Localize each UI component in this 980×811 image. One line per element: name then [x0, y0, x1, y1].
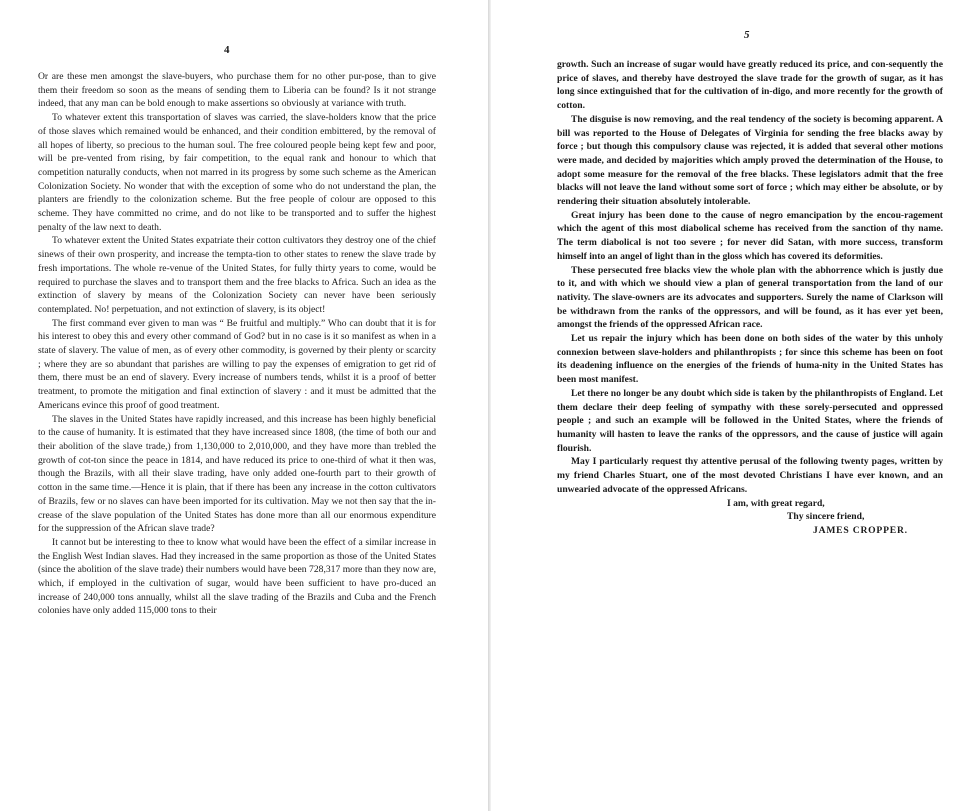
right-page-text — [557, 58, 943, 538]
paragraph: Great injury has been done to the cause of negro emancipation by the encou-ragement which the agent of this most diabolical scheme has received from the sanction of thy name. The term diabolical is not too severe ; for never did Satan, with more success, transform himself into an angel of light than in the gloss which has covered its deformities. — [557, 209, 943, 262]
paragraph: These persecuted free blacks view the whole plan with the abhorrence which is justly due to it, and with which we should view a plan of general transportation from the land of our nativity. The slave-owners are its advocates and supporters. Surely the name of Clarkson will be withdrawn from the ranks of the oppressors, and will be found, as it has ever yet been, amongst the friends of the oppressed African race. — [557, 264, 943, 331]
paragraph: growth. Such an increase of sugar would have greatly reduced its price, and con-sequently the price of slaves, and thereby have destroyed the slave trade for the growth of sugar, as it has long since extinguished that for the cultivation of in-digo, and more recently for the growth of cotton. — [557, 59, 943, 112]
paragraph: Or are these men amongst the slave-buyers, who purchase them for no other pur-pose, than to give them their freedom so soon as the means of sending them to Liberia can be found? Is it not strange indeed, that any man can be bold enough to make assertions so obviously at variance with truth. — [38, 71, 436, 110]
paragraph: The first command ever given to man was “ Be fruitful and multiply.” Who can doubt that it is for his interest to obey this and every other command of God? but in no case is it so manifest as when in a state of slavery. The value of men, as of every other commodity, is governed by their plenty or scarcity ; where they are so abundant that parishes are willing to pay the expenses of emigration to get rid of them, there must be an end of slavery. Every increase of numbers tends, whilst it is a proof of better treatment, to promote the mitigation and final extinction of slavery : and it must be admitted that the Americans evince this proof of good treatment. — [38, 317, 436, 411]
paragraph: It cannot but be interesting to thee to know what would have been the effect of a similar increase in the English West Indian slaves. Had they increased in the same proportion as those of the United States (since the abolition of the slave trade) their numbers would have been 728,317 more than they now are, which, if employed in the cultivation of sugar, would have been sufficient to have pro-duced an increase of 240,000 tons annually, whilst all the slave trading of the Brazils and Cuba and the French colonies have only added 115,000 tons to their — [38, 536, 436, 617]
paragraph: Let there no longer be any doubt which side is taken by the philanthropists of England. Let them declare their deep feeling of sympathy with these sorely-persecuted and oppressed people ; and such an example will be followed in the United States, where the friends of humanity will hasten to leave the ranks of the oppressors, and the cause of justice will again flourish. — [557, 387, 943, 454]
author-signature: JAMES CROPPER. — [813, 524, 908, 536]
page-number-right: 5 — [744, 29, 750, 41]
paragraph: Let us repair the injury which has been done on both sides of the water by this unholy connexion between slave-holders and philanthropists ; for since this scheme has been on foot its deadening influence on the energies of the friends of huma-nity in the United States has been most manifest. — [557, 333, 943, 386]
paragraph: To whatever extent this transportation of slaves was carried, the slave-holders know that the price of those slaves which remained would be enhanced, and their condition embittered, by the removal of all hopes of liberty, so precious to the human soul. The free coloured people being kept few and poor, will be pre-vented from rising, by fair competition, to the equal rank and honour to which that competition naturally conducts, when not marred in its progress by some such scheme as the American Colonization Society. No wonder that with the exception of some who do not understand the plan, the planters are friendly to the colonization scheme. But the free people of colour are opposed to this scheme. They have committed no crime, and do not like to be transported and to suffer the highest penalty of the law next to death. — [38, 112, 436, 233]
paragraph: The slaves in the United States have rapidly increased, and this increase has been highly beneficial to the cause of humanity. It is estimated that they have increased since 1808, (the time of both our and their abolition of the slave trade,) from 1,130,000 to 2,010,000, and they have more than trebled the growth of cot-ton since the peace in 1814, and have reduced its price to one-third of what it then was, though the Brazils, with all their slave trading, have only added one-fourth part to their growth of cotton in the same time.—Hence it is plain, that if there has been any increase in the cotton cultivators of Brazils, few or no slaves can have been imported for its cultivation. May we not then say that the in-crease of the slave population of the United States has done more than all our enormous expenditure for the suppression of the African slave trade? — [38, 413, 436, 535]
closing-line: I am, with great regard, — [727, 497, 825, 509]
paragraph: To whatever extent the United States expatriate their cotton cultivators they destroy one of the chief sinews of their own prosperity, and increase the tempta-tion to other states to renew the slave trade by fresh importations. The whole re-venue of the United States, for fully thirty years to come, would be required to purchase the slaves and to transport them and the free blacks to Africa. Such an idea as the extinction of slavery by means of the Colonization Society can never have been seriously contemplated. No! perpetuation, and not extinction of slavery, is its object! — [38, 235, 436, 315]
closing-salutation: Thy sincere friend, — [787, 511, 865, 523]
paragraph: The disguise is now removing, and the real tendency of the society is becoming apparent. A bill was reported to the House of Delegates of Virginia for sending the free blacks away by force ; but though this compulsory clause was rejected, it is added that several other motions were made, and decided by majorities which amply proved the determination of the House, to adopt some measure for the removal of the free blacks. These legislators admit that the free blacks will not leave the land without some sort of force ; which may either be absolute, or by rendering their situation absolutely intolerable. — [557, 113, 943, 208]
page-number-left: 4 — [224, 44, 230, 56]
page-gutter — [488, 0, 491, 811]
paragraph: May I particularly request thy attentive perusal of the following twenty pages, written by my friend Charles Stuart, one of the most devoted Christians I have ever known, and an unwearied advocate of the oppressed Africans. — [557, 456, 943, 495]
left-page-text — [38, 70, 436, 618]
